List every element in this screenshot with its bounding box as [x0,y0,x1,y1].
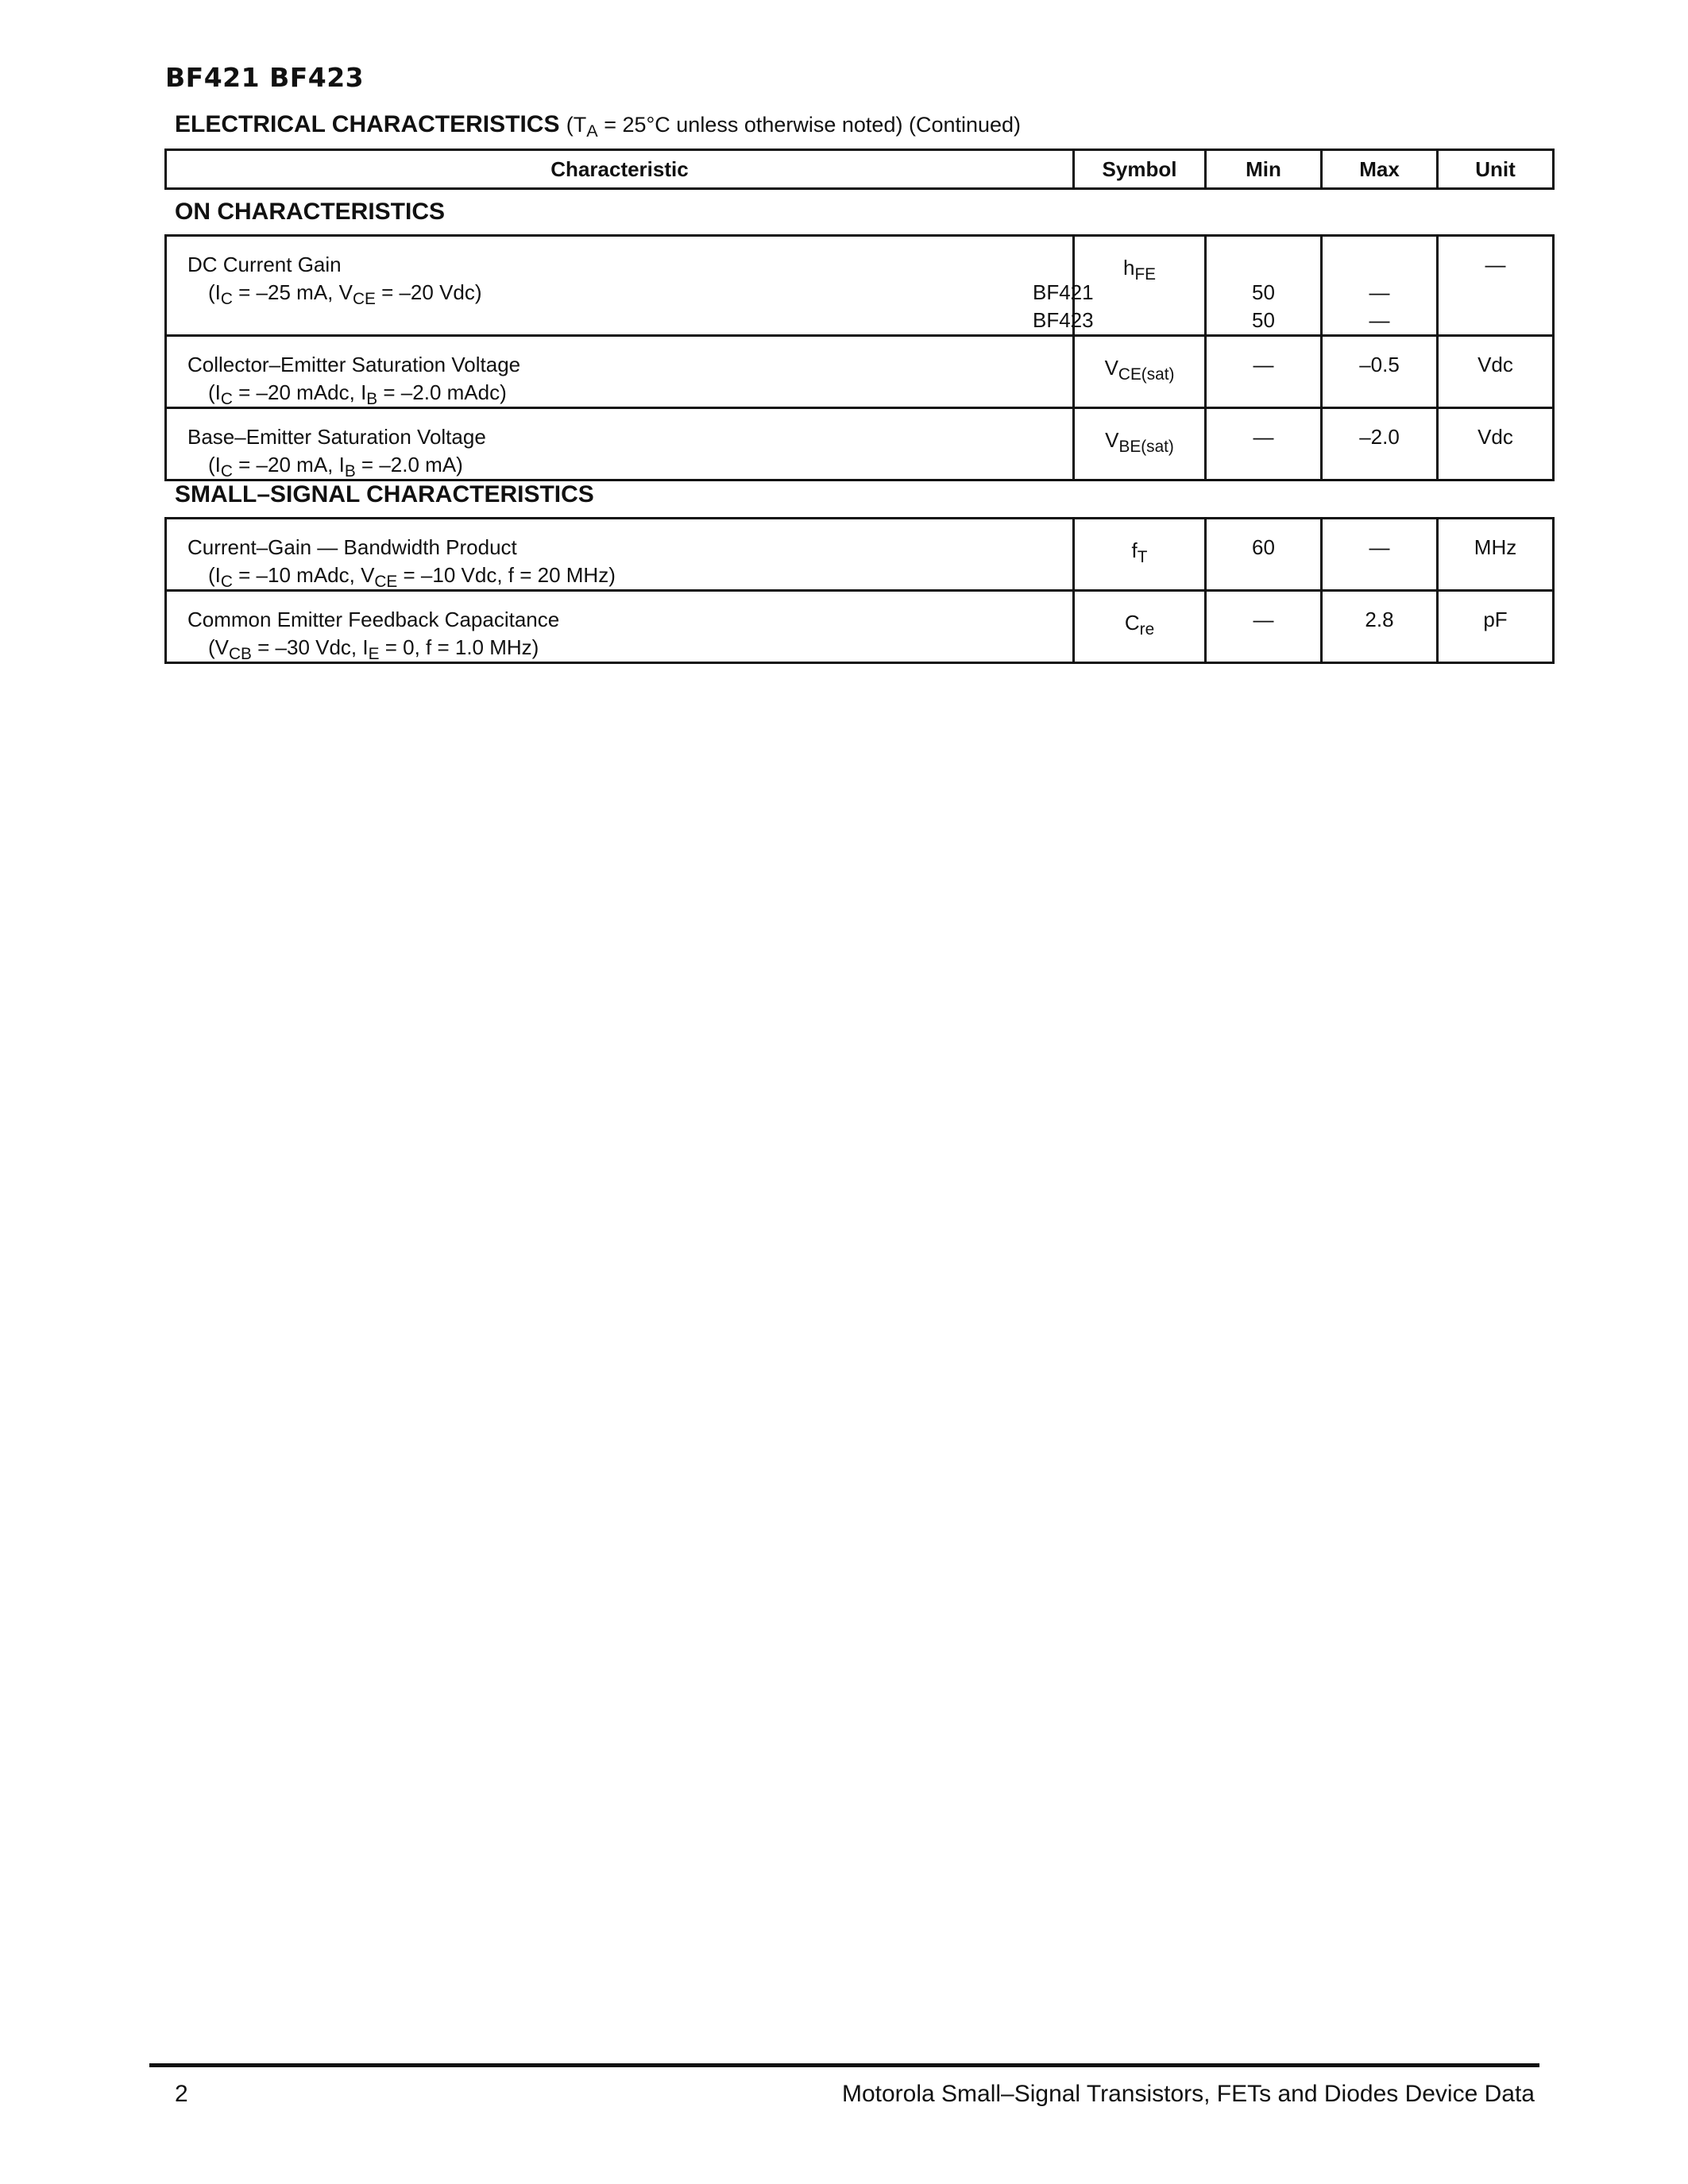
col-min: Min [1206,150,1322,189]
small-signal-table [164,517,1555,664]
on-characteristics-table [164,234,1555,481]
vce-sat-cell: Collector–Emitter Saturation Voltage ($I_C = -20$ mAdc, $I_B = -2.0$ mAdc) [166,336,1074,408]
max-cell: — — [1322,236,1438,336]
max-cell: 2.8 [1322,591,1438,663]
max-cell: –0.5 [1322,336,1438,408]
vbe-sat-cell: Base–Emitter Saturation Voltage ($I_C = -20$ mA, $I_B = -2.0$ mA) [166,408,1074,480]
section-title: ELECTRICAL CHARACTERISTICS [175,111,560,137]
min-cell: — [1206,336,1322,408]
dc-current-gain-cell: DC Current Gain ($I_C = -25$ mA, $V_{CE} = -20$ Vdc) BF421 BF423 [166,236,1074,336]
unit-cell: — [1438,236,1554,336]
variant-bf421: BF421 [1033,280,1094,304]
min-cell: 50 50 [1206,236,1322,336]
symbol-cell: $V_{CE(sat)}$ [1074,336,1206,408]
unit-cell: Vdc [1438,408,1554,480]
symbol-cell: $f_T$ [1074,519,1206,591]
col-max: Max [1322,150,1438,189]
footer-rule [149,2063,1539,2067]
max-cell: — [1322,519,1438,591]
unit-cell: pF [1438,591,1554,663]
min-cell: 60 [1206,519,1322,591]
col-characteristic: Characteristic [166,150,1074,189]
unit-cell: Vdc [1438,336,1554,408]
section-condition: ($T_A = 25^\circ C$ unless otherwise noted) (Continued) [566,113,1022,141]
footer-title: Motorola Small–Signal Transistors, FETs and Diodes Device Data [841,2081,1535,2107]
min-cell: — [1206,408,1322,480]
page-number: 2 [175,2081,188,2107]
unit-cell: MHz [1438,519,1554,591]
table-row [166,408,1554,480]
table-row [166,591,1554,663]
small-signal-characteristics-title: SMALL–SIGNAL CHARACTERISTICS [175,481,594,507]
table-row [166,236,1554,336]
table-header [164,149,1555,190]
section-heading [175,111,1022,141]
on-characteristics-title: ON CHARACTERISTICS [175,199,446,225]
table-row [166,336,1554,408]
max-cell: –2.0 [1322,408,1438,480]
cre-cell: Common Emitter Feedback Capacitance ($V_{CB} = -30$ Vdc, $I_E = 0$, f = 1.0 MHz) [166,591,1074,663]
symbol-cell: $C_{re}$ [1074,591,1206,663]
ft-cell: Current–Gain — Bandwidth Product ($I_C = -10$ mAdc, $V_{CE} = -10$ Vdc, f = 20 MHz) [166,519,1074,591]
table-row [166,519,1554,591]
col-unit: Unit [1438,150,1554,189]
min-cell: — [1206,591,1322,663]
symbol-cell: $h_{FE}$ [1074,236,1206,336]
variant-bf423: BF423 [1033,308,1094,332]
part-title: BF421 BF423 [165,62,365,93]
col-symbol: Symbol [1074,150,1206,189]
symbol-cell: $V_{BE(sat)}$ [1074,408,1206,480]
